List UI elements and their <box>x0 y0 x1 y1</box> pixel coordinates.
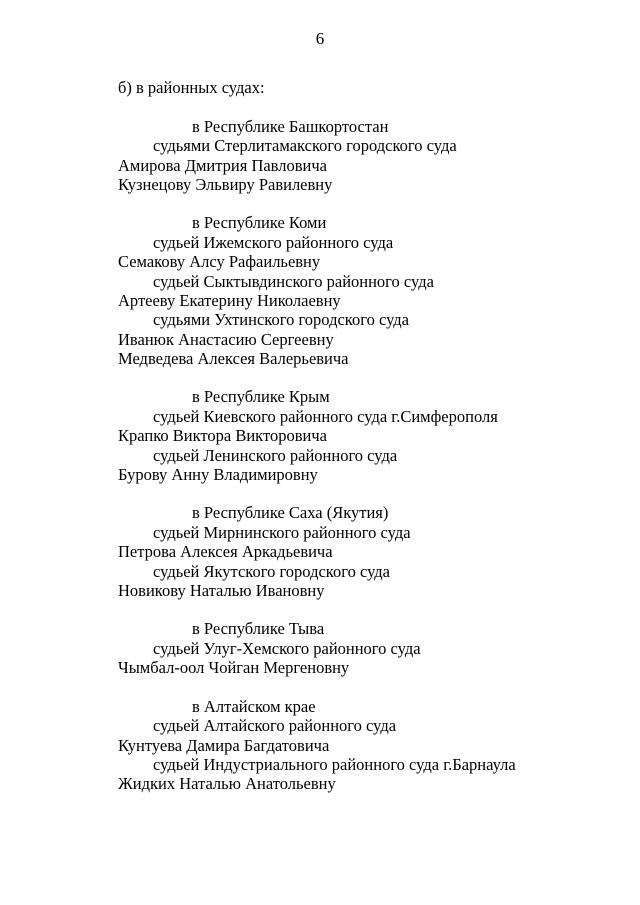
region-heading: в Алтайском крае <box>192 697 316 716</box>
judge-name: Кунтуева Дамира Багдатовича <box>118 736 330 755</box>
court-line: судьей Индустриального районного суда г.Барнаула <box>153 755 516 774</box>
court-line: судьей Ленинского районного суда <box>153 446 398 465</box>
court-line: судьей Ижемского районного суда <box>153 233 394 252</box>
section-heading: б) в районных судах: <box>118 78 265 97</box>
judge-name: Крапко Виктора Викторовича <box>118 426 327 445</box>
region-heading: в Республике Саха (Якутия) <box>192 503 389 522</box>
judge-name: Амирова Дмитрия Павловича <box>118 156 327 175</box>
court-line: судьями Ухтинского городского суда <box>153 310 409 329</box>
court-line: судьей Киевского районного суда г.Симферополя <box>153 407 498 426</box>
court-line: судьей Сыктывдинского районного суда <box>153 272 434 291</box>
region-heading: в Республике Коми <box>192 213 327 232</box>
judge-name: Жидких Наталью Анатольевну <box>118 774 336 793</box>
court-line: судьей Алтайского районного суда <box>153 716 397 735</box>
region-heading: в Республике Башкортостан <box>192 117 389 136</box>
court-line: судьей Улуг-Хемского районного суда <box>153 639 421 658</box>
court-line: судьей Якутского городского суда <box>153 562 390 581</box>
region-heading: в Республике Тыва <box>192 619 325 638</box>
judge-name: Артееву Екатерину Николаевну <box>118 291 341 310</box>
judge-name: Новикову Наталью Ивановну <box>118 581 325 600</box>
region-heading: в Республике Крым <box>192 387 330 406</box>
judge-name: Чымбал-оол Чойган Мергеновну <box>118 658 350 677</box>
judge-name: Бурову Анну Владимировну <box>118 465 318 484</box>
judge-name: Иванюк Анастасию Сергеевну <box>118 330 334 349</box>
judge-name: Кузнецову Эльвиру Равилевну <box>118 175 333 194</box>
court-line: судьей Мирнинского районного суда <box>153 523 411 542</box>
judge-name: Петрова Алексея Аркадьевича <box>118 542 333 561</box>
court-line: судьями Стерлитамакского городского суда <box>153 136 457 155</box>
judge-name: Семакову Алсу Рафаильевну <box>118 252 321 271</box>
page-number: 6 <box>315 29 325 48</box>
judge-name: Медведева Алексея Валерьевича <box>118 349 349 368</box>
